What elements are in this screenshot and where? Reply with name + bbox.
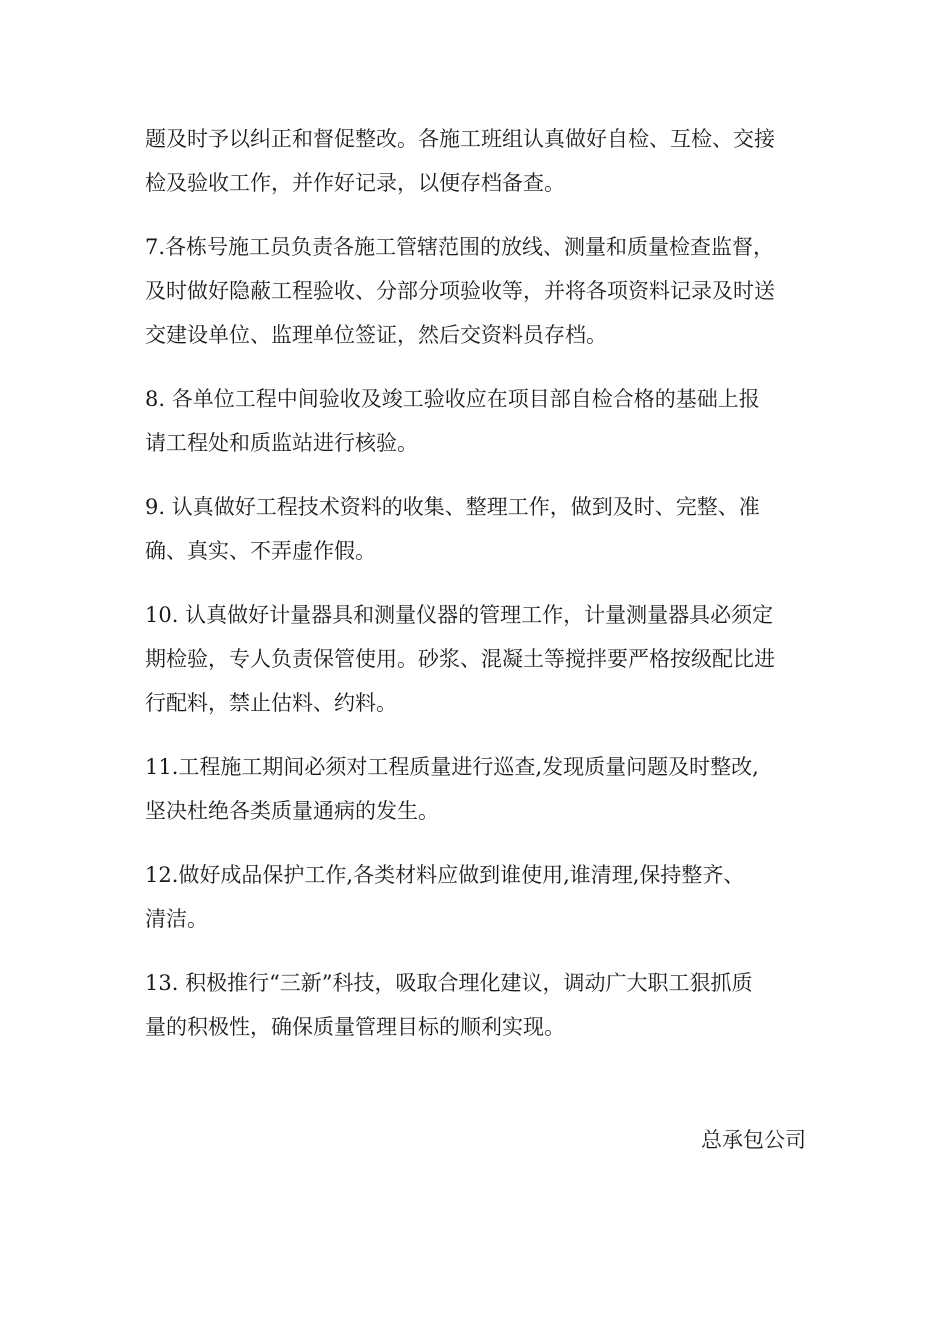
- paragraph-item-8: [145, 377, 807, 465]
- text-line: 量的积极性，确保质量管理目标的顺利实现。: [145, 1015, 565, 1039]
- text-line: 检及验收工作，并作好记录，以便存档备查。: [145, 171, 565, 195]
- text-line: 及时做好隐蔽工程验收、分部分项验收等，并将各项资料记录及时送: [145, 279, 775, 303]
- text-line: 行配料，禁止估料、约料。: [145, 691, 397, 715]
- text-line: 9. 认真做好工程技术资料的收集、整理工作，做到及时、完整、准: [145, 495, 760, 519]
- paragraph-item-10: [145, 593, 807, 725]
- signature-company: 总承包公司: [701, 1128, 806, 1152]
- text-line: 12.做好成品保护工作,各类材料应做到谁使用,谁清理,保持整齐、: [145, 863, 745, 887]
- text-line: 10. 认真做好计量器具和测量仪器的管理工作，计量测量器具必须定: [145, 603, 774, 627]
- paragraph-item-13: [145, 961, 807, 1049]
- paragraph-item-11: [145, 745, 807, 833]
- text-line: 13. 积极推行“三新”科技，吸取合理化建议，调动广大职工狠抓质: [145, 971, 753, 995]
- text-line: 交建设单位、监理单位签证，然后交资料员存档。: [145, 323, 607, 347]
- paragraph-item-12: [145, 853, 807, 941]
- paragraph-continuation: [145, 117, 807, 205]
- text-line: 7.各栋号施工员负责各施工管辖范围的放线、测量和质量检查监督，: [145, 235, 775, 259]
- paragraph-item-7: [145, 225, 807, 357]
- document-body: [145, 117, 807, 1069]
- text-line: 题及时予以纠正和督促整改。各施工班组认真做好自检、互检、交接: [145, 127, 775, 151]
- text-line: 请工程处和质监站进行核验。: [145, 431, 418, 455]
- text-line: 期检验，专人负责保管使用。砂浆、混凝土等搅拌要严格按级配比进: [145, 647, 775, 671]
- text-line: 11.工程施工期间必须对工程质量进行巡查,发现质量问题及时整改,: [145, 755, 759, 779]
- paragraph-item-9: [145, 485, 807, 573]
- text-line: 坚决杜绝各类质量通病的发生。: [145, 799, 439, 823]
- text-line: 清洁。: [145, 907, 208, 931]
- text-line: 确、真实、不弄虚作假。: [145, 539, 376, 563]
- text-line: 8. 各单位工程中间验收及竣工验收应在项目部自检合格的基础上报: [145, 387, 760, 411]
